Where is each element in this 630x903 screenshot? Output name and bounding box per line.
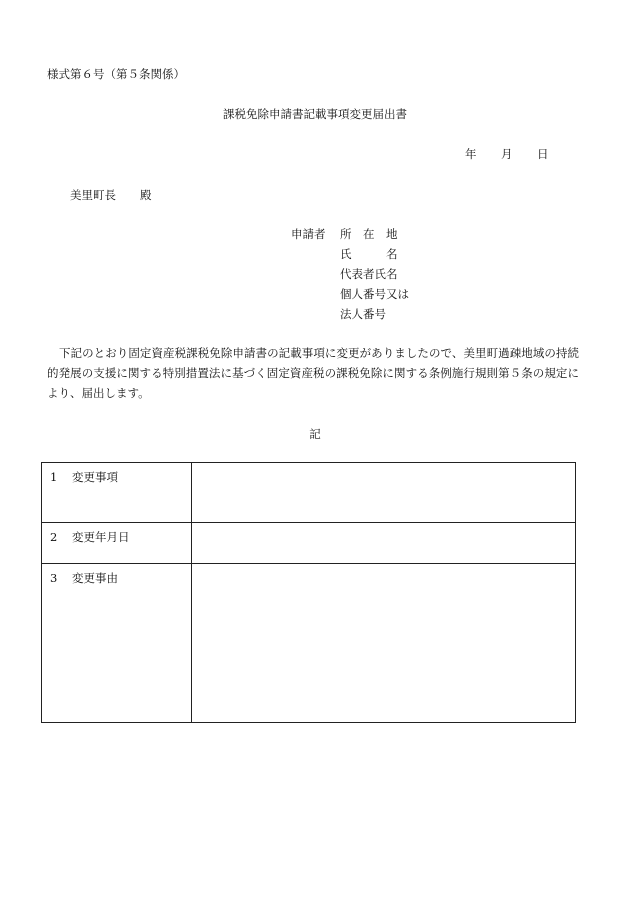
document-title: 課税免除申請書記載事項変更届出書 (223, 107, 407, 121)
body-paragraph: 下記のとおり固定資産税課税免除申請書の記載事項に変更がありましたので、美里町過疎地域の持続的発展の支援に関する特別措置法に基づく固定資産税の課税免除に関する条例施行規則第５条の規定により、届出します。 (47, 346, 579, 400)
date-day-label: 日 (537, 147, 549, 161)
row-label: 変更事項 (72, 470, 118, 484)
personal-number-label: 個人番号又は (340, 287, 409, 301)
table-row (42, 523, 576, 564)
row-label-cell (42, 564, 192, 723)
representative-name-label: 代表者氏名 (340, 267, 398, 281)
form-number: 様式第６号（第５条関係） (47, 67, 185, 81)
addressee-suffix: 殿 (140, 188, 152, 202)
table-row (42, 564, 576, 723)
row-number: 1 (50, 470, 58, 484)
applicant-address-label: 所 在 地 (340, 227, 398, 241)
change-date-value-cell[interactable] (192, 523, 576, 564)
addressee-name: 美里町長 (70, 188, 116, 202)
date-year-label: 年 (465, 147, 477, 161)
row-label-cell (42, 463, 192, 523)
row-number: 2 (50, 530, 58, 544)
applicant-label: 申請者 (291, 227, 326, 241)
table-row (42, 463, 576, 523)
corporate-number-label: 法人番号 (340, 307, 386, 321)
ki-heading: 記 (309, 427, 321, 441)
row-label-cell (42, 523, 192, 564)
row-label: 変更年月日 (72, 530, 130, 544)
change-reason-value-cell[interactable] (192, 564, 576, 723)
change-items-value-cell[interactable] (192, 463, 576, 523)
change-items-table (41, 462, 576, 723)
row-number: 3 (50, 571, 58, 585)
date-month-label: 月 (501, 147, 513, 161)
applicant-name-label: 氏 名 (340, 247, 398, 261)
row-label: 変更事由 (72, 571, 118, 585)
